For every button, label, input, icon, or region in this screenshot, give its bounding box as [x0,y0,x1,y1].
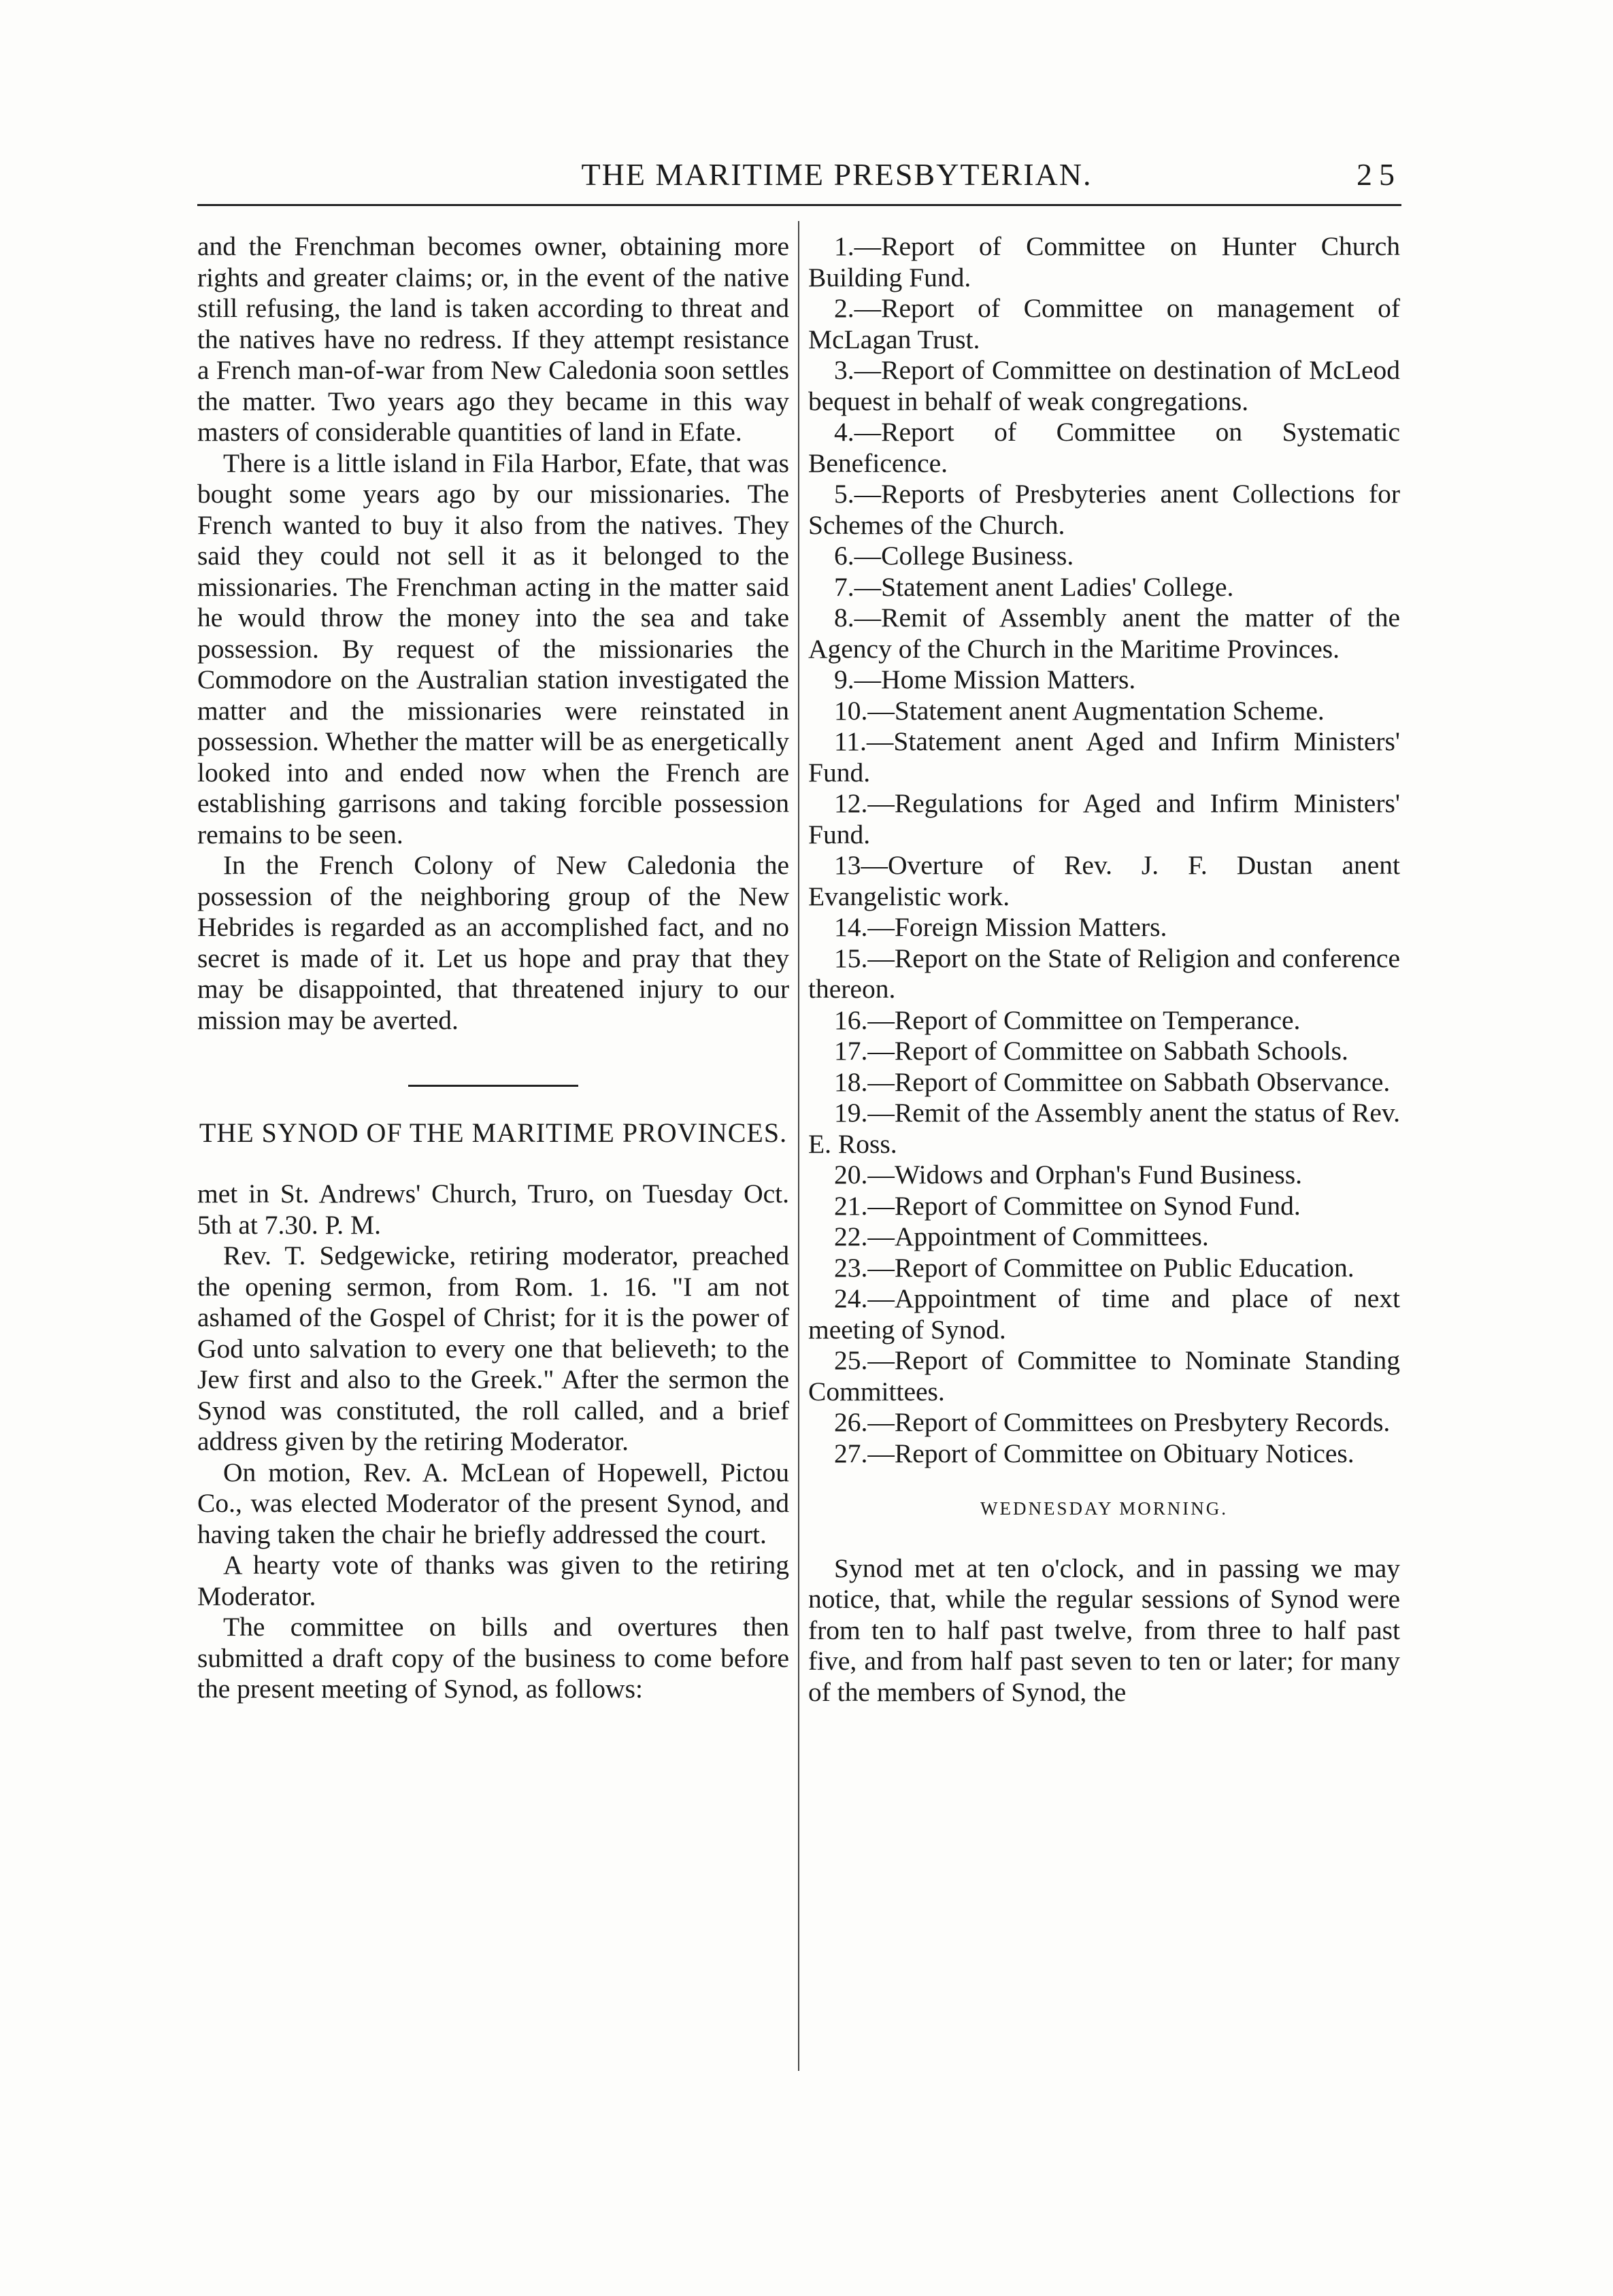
page-number: 25 [1357,157,1401,192]
list-item: 21.—Report of Committee on Synod Fund. [834,1190,1301,1221]
list-item: 6.—College Business. [834,541,1074,571]
list-item: 18.—Report of Committee on Sabbath Observance. [834,1066,1391,1097]
running-title: THE MARITIME PRESBYTERIAN. [581,157,1093,192]
list-item: 12.—Regulations for Aged and Infirm Ministers' Fund. [808,788,1400,849]
list-item: 10.—Statement anent Augmentation Scheme. [834,695,1325,726]
body-paragraph: A hearty vote of thanks was given to the retiring Moderator. [197,1550,789,1611]
list-item: 19.—Remit of the Assembly anent the status of Rev. E. Ross. [808,1098,1400,1159]
left-column [197,231,789,1705]
business-list [808,231,1400,1469]
list-item: 4.—Report of Committee on Systematic Beneficence. [808,417,1400,478]
list-item: 11.—Statement anent Aged and Infirm Ministers' Fund. [808,726,1400,788]
body-paragraph: and the Frenchman becomes owner, obtaining more rights and greater claims; or, in the event of the native still refusing, the land is taken according to threat and the natives have no redress. If they attempt resistance a French man-of-war from New Caledonia soon settles the matter. Two years ago they became in this way masters of considerable quantities of land in Efate. [197,231,789,447]
list-item: 27.—Report of Committee on Obituary Notices. [834,1438,1354,1468]
list-item: 20.—Widows and Orphan's Fund Business. [834,1160,1302,1189]
header-rule [197,204,1401,206]
right-column [808,231,1400,1708]
list-item: 22.—Appointment of Committees. [834,1221,1209,1251]
list-item: 26.—Report of Committees on Presbytery Records. [834,1407,1391,1437]
body-paragraph: There is a little island in Fila Harbor, Efate, that was bought some years ago by our missionaries. The French wanted to buy it also from the natives. They said they could not sell it as it belonged to the missionaries. The Frenchman acting in the matter said he would throw the money into the sea and take possession. By request of the missionaries the Commodore on the Australian station investigated the matter and the missionaries were reinstated in possession. Whether the matter will be as energetically looked into and ended now when the French are establishing garrisons and taking forcible possession remains to be seen. [197,448,789,849]
list-item: 25.—Report of Committee to Nominate Standing Committees. [808,1345,1400,1406]
list-item: 23.—Report of Committee on Public Education. [834,1252,1354,1283]
section-heading: THE SYNOD OF THE MARITIME PROVINCES. [199,1117,788,1148]
list-item: 9.—Home Mission Matters. [834,664,1136,694]
list-item: 8.—Remit of Assembly anent the matter of the Agency of the Church in the Maritime Provinces. [808,603,1400,664]
body-paragraph: met in St. Andrews' Church, Truro, on Tuesday Oct. 5th at 7.30. P. M. [197,1179,789,1240]
list-item: 16.—Report of Committee on Temperance. [834,1004,1301,1035]
body-paragraph: In the French Colony of New Caledonia the possession of the neighboring group of the New Hebrides is regarded as an accomplished fact, and no secret is made of it. Let us hope and pray that they may be disappointed, that threatened injury to our mission may be averted. [197,850,789,1035]
body-paragraph: Rev. T. Sedgewicke, retiring moderator, preached the opening sermon, from Rom. 1. 16. "I am not ashamed of the Gospel of Christ; for it is the power of God unto salvation to every one that believeth; to the Jew first and also to the Greek." After the sermon the Synod was constituted, the roll called, and a brief address given by the retiring Moderator. [197,1240,789,1456]
column-divider [798,221,799,2071]
list-item: 1.—Report of Committee on Hunter Church Building Fund. [808,231,1400,292]
list-item: 3.—Report of Committee on destination of McLeod bequest in behalf of weak congregations. [808,355,1400,416]
list-item: 7.—Statement anent Ladies' College. [834,571,1234,602]
sub-heading: WEDNESDAY MORNING. [980,1498,1228,1519]
list-item: 24.—Appointment of time and place of next meeting of Synod. [808,1283,1400,1345]
list-item: 15.—Report on the State of Religion and conference thereon. [808,943,1400,1004]
list-item: 13—Overture of Rev. J. F. Dustan anent Evangelistic work. [808,850,1400,911]
list-item: 17.—Report of Committee on Sabbath Schools. [834,1036,1348,1066]
page-header [197,156,1401,197]
body-paragraph: The committee on bills and overtures then submitted a draft copy of the business to come before the present meeting of Synod, as follows: [197,1612,789,1704]
body-paragraph: On motion, Rev. A. McLean of Hopewell, Pictou Co., was elected Moderator of the present Synod, and having taken the chair he briefly addressed the court. [197,1457,789,1549]
list-item: 5.—Reports of Presbyteries anent Collections for Schemes of the Church. [808,479,1400,540]
section-divider [408,1085,578,1087]
list-item: 14.—Foreign Mission Matters. [834,912,1167,942]
body-paragraph: Synod met at ten o'clock, and in passing we may notice, that, while the regular sessions of Synod were from ten to half past twelve, from three to half past five, and from half past seven to ten or later; for many of the members of Synod, the [808,1553,1400,1707]
list-item: 2.—Report of Committee on management of McLagan Trust. [808,293,1400,354]
